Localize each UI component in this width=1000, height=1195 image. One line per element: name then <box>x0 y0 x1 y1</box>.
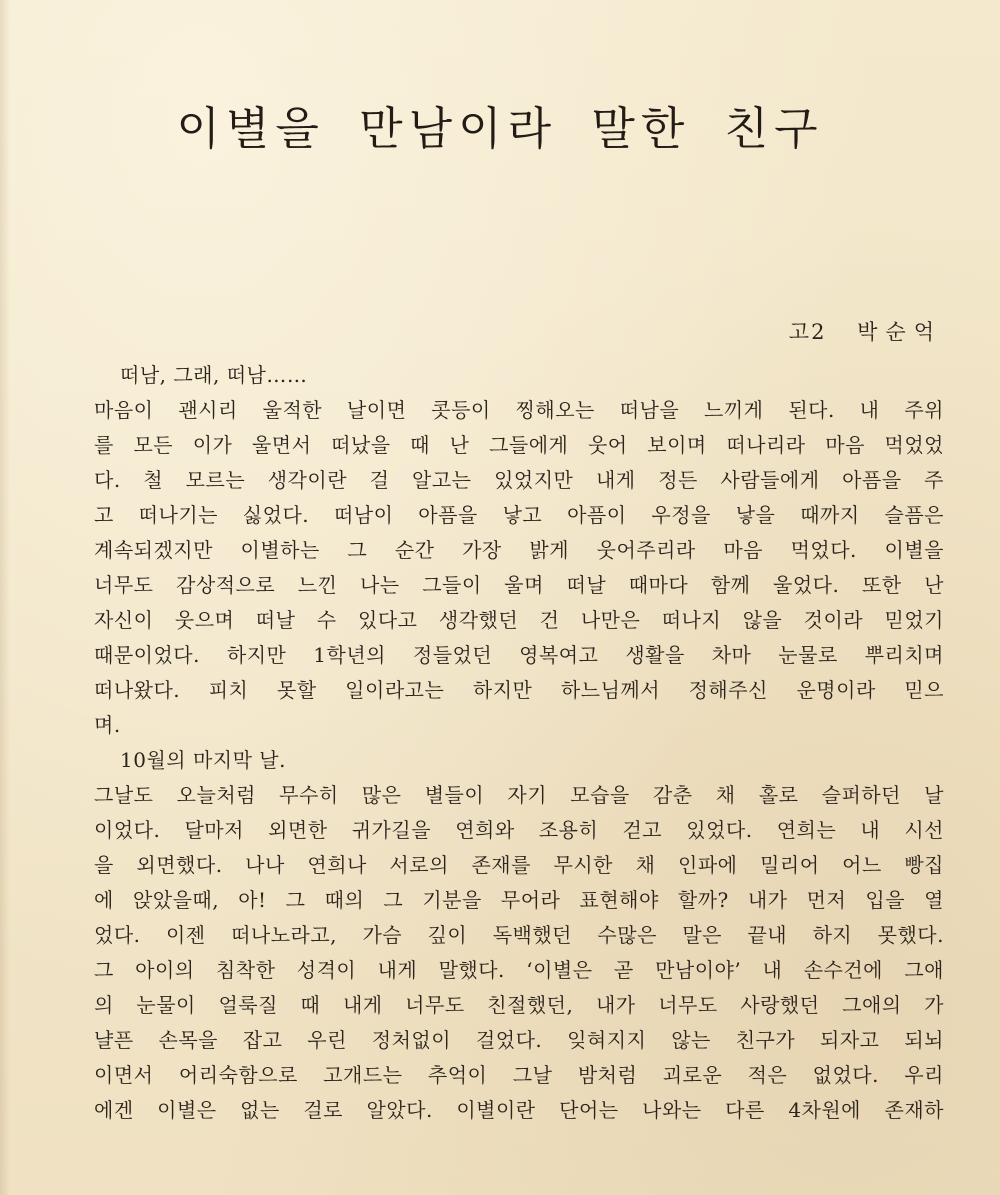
text-line: 었다. 이젠 떠나노라고, 가슴 깊이 독백했던 수많은 말은 끝내 하지 못했다. <box>94 923 944 947</box>
author-byline <box>789 316 942 346</box>
text-line: 너무도 감상적으로 느낀 나는 그들이 울며 떠날 때마다 함께 울었다. 또한 난 <box>94 573 944 597</box>
text-line: 냘픈 손목을 잡고 우린 정처없이 걸었다. 잊혀지지 않는 친구가 되자고 되뇌 <box>94 1028 944 1052</box>
text-line: 를 모든 이가 울면서 떠났을 때 난 그들에게 웃어 보이며 떠나리라 마음 먹었었 <box>94 433 944 457</box>
text-line: 을 외면했다. 나나 연희나 서로의 존재를 무시한 채 인파에 밀리어 어느 빵집 <box>94 853 944 877</box>
text-line: 그 아이의 침착한 성격이 내게 말했다. ‘이별은 곧 만남이야’ 내 손수건에 그애 <box>94 958 944 982</box>
text-line: 10월의 마지막 날. <box>120 748 286 772</box>
text-line: 다. 철 모르는 생각이란 걸 알고는 있었지만 내게 정든 사람들에게 아픔을 주 <box>94 468 944 492</box>
text-line: 의 눈물이 얼룩질 때 내게 너무도 친절했던, 내가 너무도 사랑했던 그애의 가 <box>94 993 944 1017</box>
page-edge-shadow <box>0 0 10 1195</box>
text-line: 그날도 오늘처럼 무수히 많은 별들이 자기 모습을 감춘 채 홀로 슬퍼하던 날 <box>94 783 944 807</box>
text-line: 마음이 괜시리 울적한 날이면 콧등이 찡해오는 떠남을 느끼게 된다. 내 주위 <box>94 398 944 422</box>
text-line: 에 앉았을때, 아! 그 때의 그 기분을 무어라 표현해야 할까? 내가 먼저 입을 열 <box>94 888 944 912</box>
text-line: 고 떠나기는 싫었다. 떠남이 아픔을 낳고 아픔이 우정을 낳을 때까지 슬픔은 <box>94 503 944 527</box>
author-grade: 고2 <box>788 320 827 344</box>
author-name: 박순억 <box>857 320 942 344</box>
text-line: 에겐 이별은 없는 걸로 알았다. 이별이란 단어는 나와는 다른 4차원에 존재하 <box>94 1098 944 1122</box>
text-line: 떠나왔다. 피치 못할 일이라고는 하지만 하느님께서 정해주신 운명이라 믿으 <box>94 678 944 702</box>
text-line: 떠남, 그래, 떠남…… <box>120 363 308 387</box>
essay-body <box>94 358 944 1128</box>
essay-title: 이별을 만남이라 말한 친구 <box>176 102 824 156</box>
text-line: 자신이 웃으며 떠날 수 있다고 생각했던 건 나만은 떠나지 않을 것이라 믿었기 <box>94 608 944 632</box>
text-line: 이었다. 달마저 외면한 귀가길을 연희와 조용히 걷고 있었다. 연희는 내 시선 <box>94 818 944 842</box>
text-line: 며. <box>94 713 121 737</box>
text-line: 이면서 어리숙함으로 고개드는 추억이 그날 밤처럼 괴로운 적은 없었다. 우리 <box>94 1063 944 1087</box>
text-line: 계속되겠지만 이별하는 그 순간 가장 밝게 웃어주리라 마음 먹었다. 이별을 <box>94 538 944 562</box>
text-line: 때문이었다. 하지만 1학년의 정들었던 영복여고 생활을 차마 눈물로 뿌리치며 <box>94 643 944 667</box>
